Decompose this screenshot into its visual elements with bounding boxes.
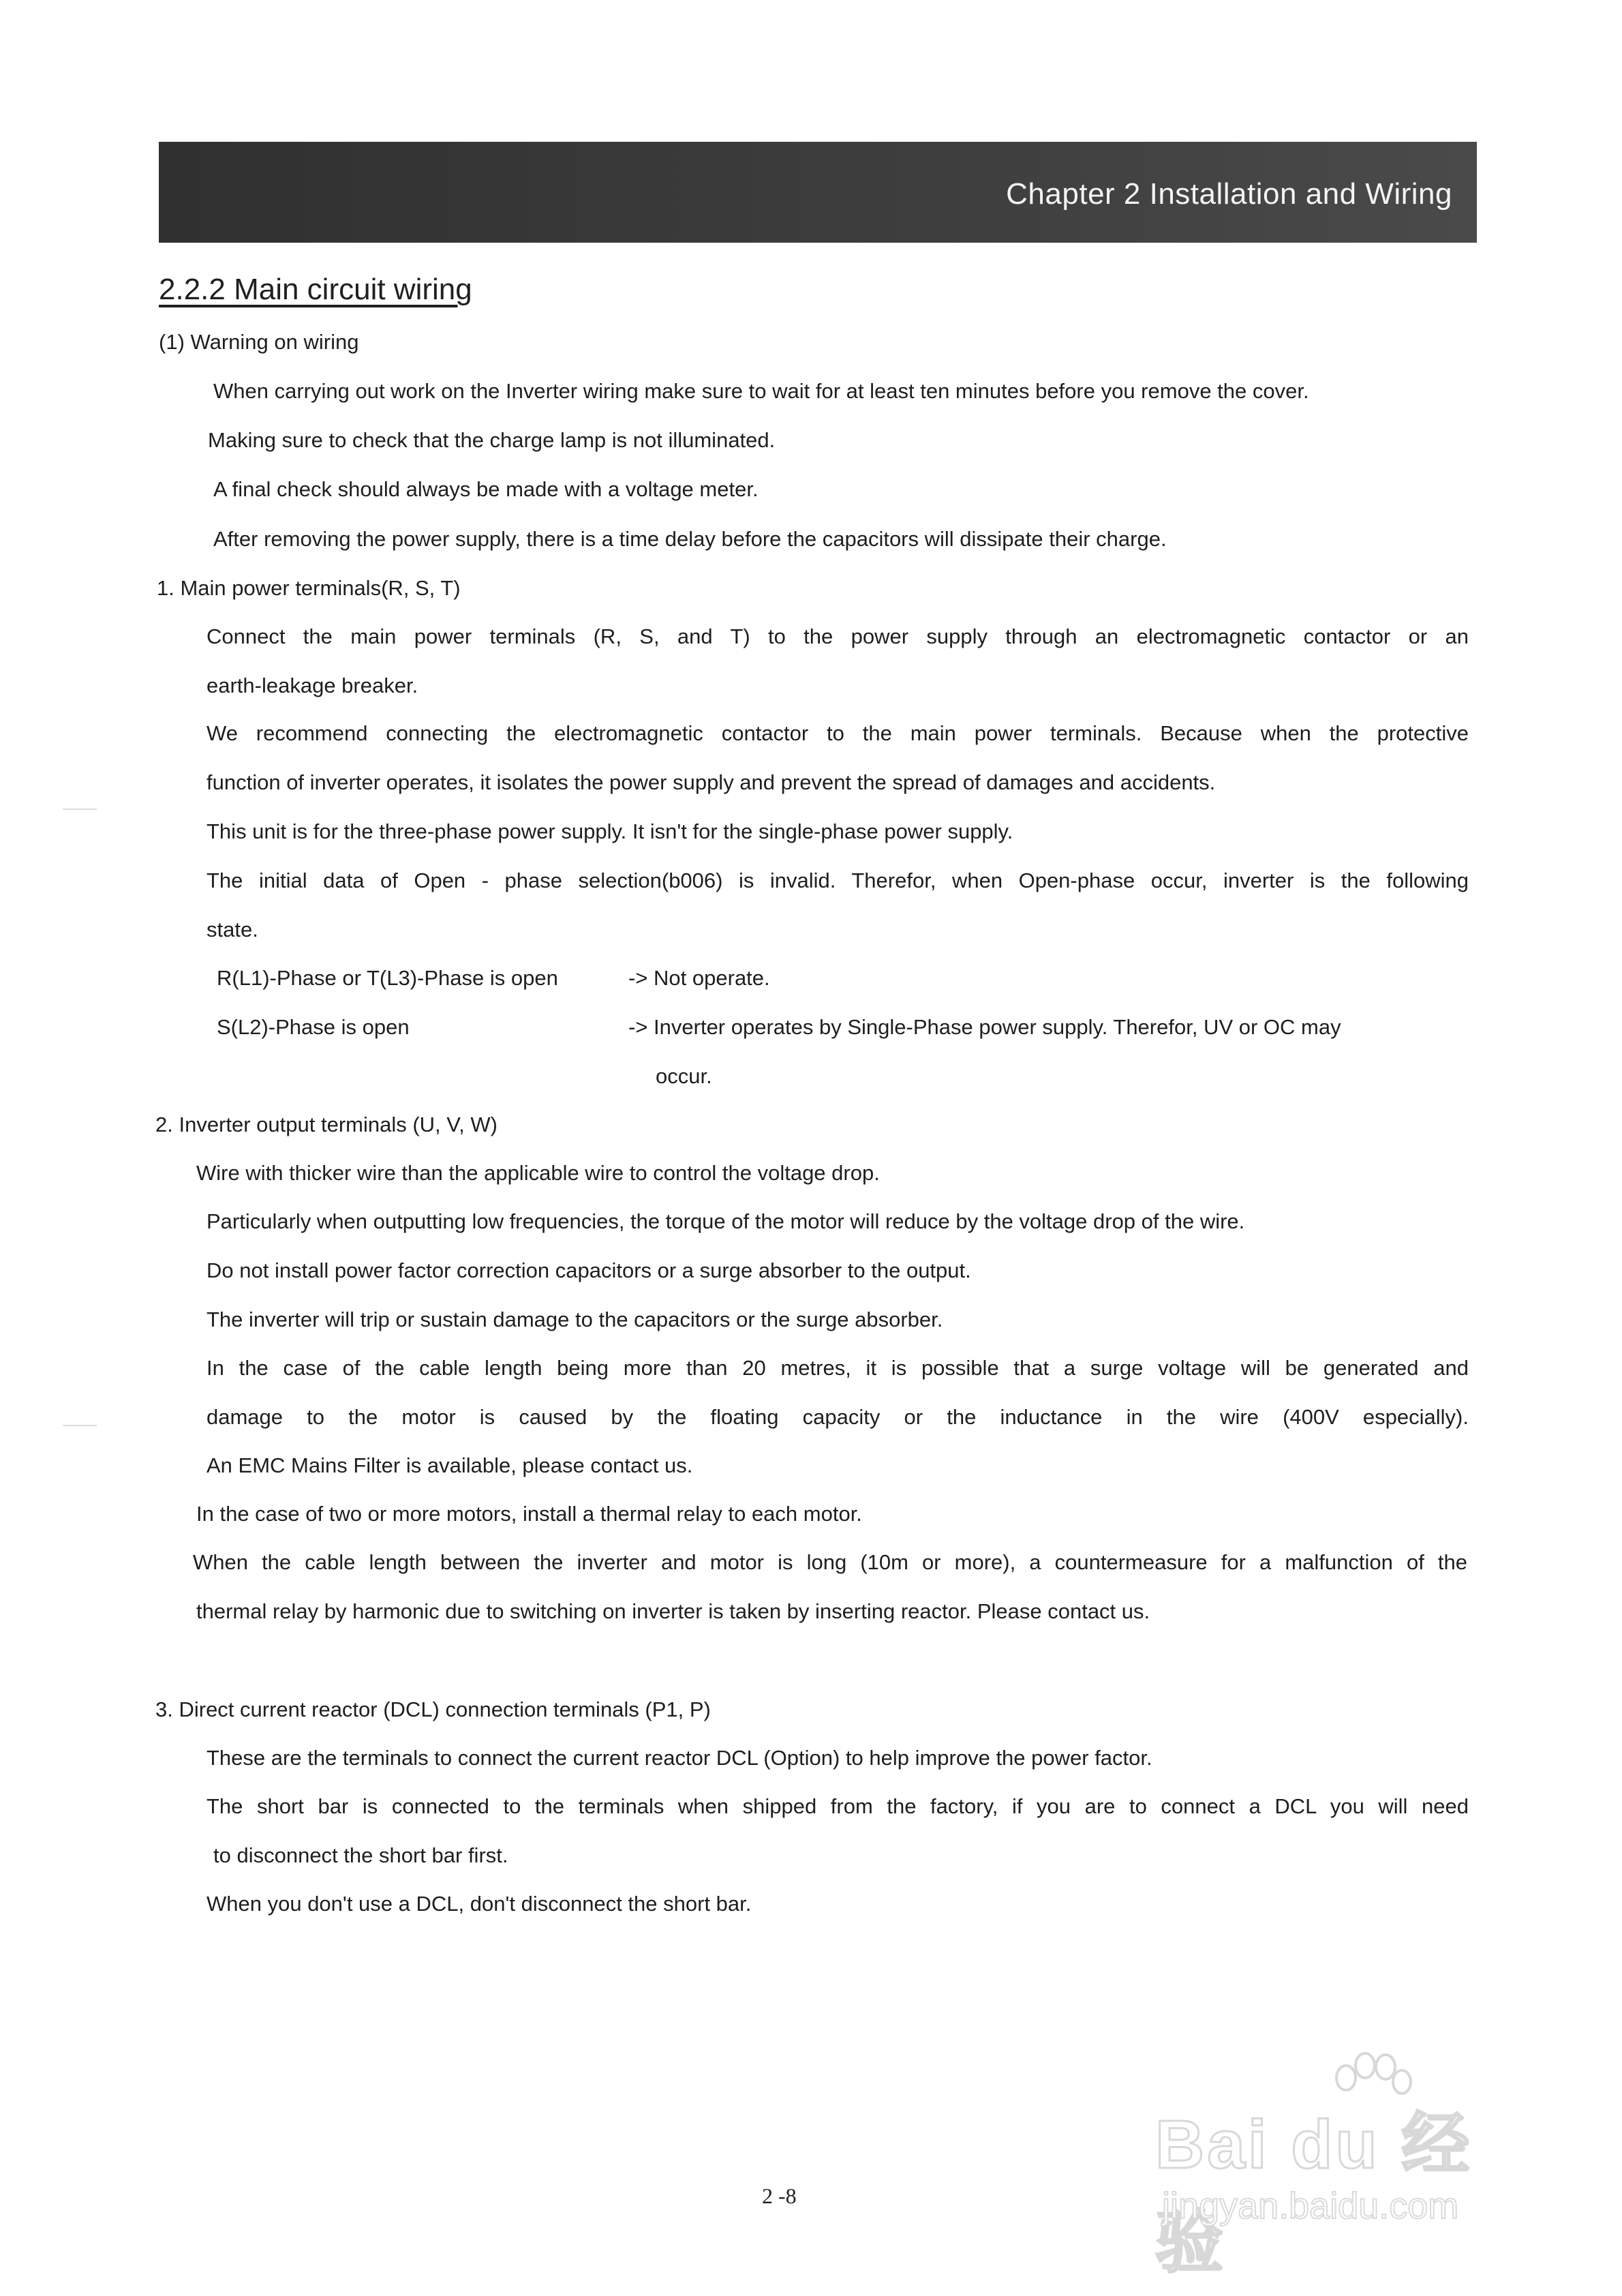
item1-line: state. xyxy=(206,918,258,941)
item3-line: to disconnect the short bar first. xyxy=(213,1843,508,1867)
warning-line: When carrying out work on the Inverter wiring make sure to wait for at least ten minutes before you remove the cover. xyxy=(213,379,1309,403)
item1-line: Connect the main power terminals (R, S, and T) to the power supply through an electromagnetic contactor or an xyxy=(206,624,1469,648)
page-number: 2 -8 xyxy=(762,2184,797,2208)
phase-rl-label: R(L1)-Phase or T(L3)-Phase is open xyxy=(217,966,558,990)
phase-s-label: S(L2)-Phase is open xyxy=(217,1015,410,1039)
warning-line: After removing the power supply, there is a time delay before the capacitors will dissipate their charge. xyxy=(213,527,1167,551)
item2-line: When the cable length between the inverter and motor is long (10m or more), a countermeasure for a malfunction of the xyxy=(193,1550,1467,1574)
warning-line: Making sure to check that the charge lamp is not illuminated. xyxy=(208,428,776,452)
watermark-url: jingyan.baidu.com xyxy=(1162,2186,1459,2226)
section-title: 2.2.2 Main circuit wiring xyxy=(159,273,472,306)
item1-line: This unit is for the three-phase power supply. It isn't for the single-phase power supply. xyxy=(206,819,1013,843)
item3-heading: 3. Direct current reactor (DCL) connection terminals (P1, P) xyxy=(155,1697,711,1721)
chapter-banner xyxy=(159,142,1477,243)
warning-heading: (1) Warning on wiring xyxy=(159,330,359,354)
item2-line: Particularly when outputting low frequencies, the torque of the motor will reduce by the voltage drop of the wire. xyxy=(206,1209,1245,1233)
baidu-watermark xyxy=(1155,2052,1537,2281)
watermark-brand: Bai du 经验 xyxy=(1155,2106,1473,2281)
scan-mark xyxy=(63,1425,97,1426)
phase-s-result: -> Inverter operates by Single-Phase power supply. Therefor, UV or OC may xyxy=(628,1015,1341,1039)
item1-line: We recommend connecting the electromagnetic contactor to the main power terminals. Because when the protective xyxy=(206,721,1469,745)
phase-s-result-cont: occur. xyxy=(656,1064,712,1088)
item2-line: Wire with thicker wire than the applicable wire to control the voltage drop. xyxy=(196,1161,880,1185)
item2-line: The inverter will trip or sustain damage to the capacitors or the surge absorber. xyxy=(206,1308,943,1331)
item3-line: The short bar is connected to the terminals when shipped from the factory, if you are to connect a DCL you will need xyxy=(206,1794,1469,1818)
item1-heading: 1. Main power terminals(R, S, T) xyxy=(157,576,461,600)
item2-line: An EMC Mains Filter is available, please contact us. xyxy=(206,1453,693,1477)
item1-line: function of inverter operates, it isolates the power supply and prevent the spread of damages and accidents. xyxy=(206,770,1216,794)
item2-line: damage to the motor is caused by the floating capacity or the inductance in the wire (400V especially). xyxy=(206,1405,1469,1429)
phase-rl-result: -> Not operate. xyxy=(628,966,770,990)
item1-line: earth-leakage breaker. xyxy=(206,674,418,697)
item3-line: These are the terminals to connect the current reactor DCL (Option) to help improve the power factor. xyxy=(206,1746,1152,1770)
item2-line: thermal relay by harmonic due to switching on inverter is taken by inserting reactor. Please contact us. xyxy=(196,1599,1150,1623)
scan-mark xyxy=(63,809,97,810)
warning-line: A final check should always be made with a voltage meter. xyxy=(213,477,759,501)
chapter-title: Chapter 2 Installation and Wiring xyxy=(1006,177,1452,211)
item2-line: In the case of the cable length being more than 20 metres, it is possible that a surge voltage will be generated and xyxy=(206,1356,1469,1380)
item1-line: The initial data of Open - phase selection(b006) is invalid. Therefor, when Open-phase occur, inverter is the following xyxy=(206,868,1469,892)
item3-line: When you don't use a DCL, don't disconnect the short bar. xyxy=(206,1892,752,1916)
item2-line: In the case of two or more motors, install a thermal relay to each motor. xyxy=(196,1502,862,1526)
item2-heading: 2. Inverter output terminals (U, V, W) xyxy=(155,1113,498,1136)
item2-line: Do not install power factor correction capacitors or a surge absorber to the output. xyxy=(206,1258,971,1282)
